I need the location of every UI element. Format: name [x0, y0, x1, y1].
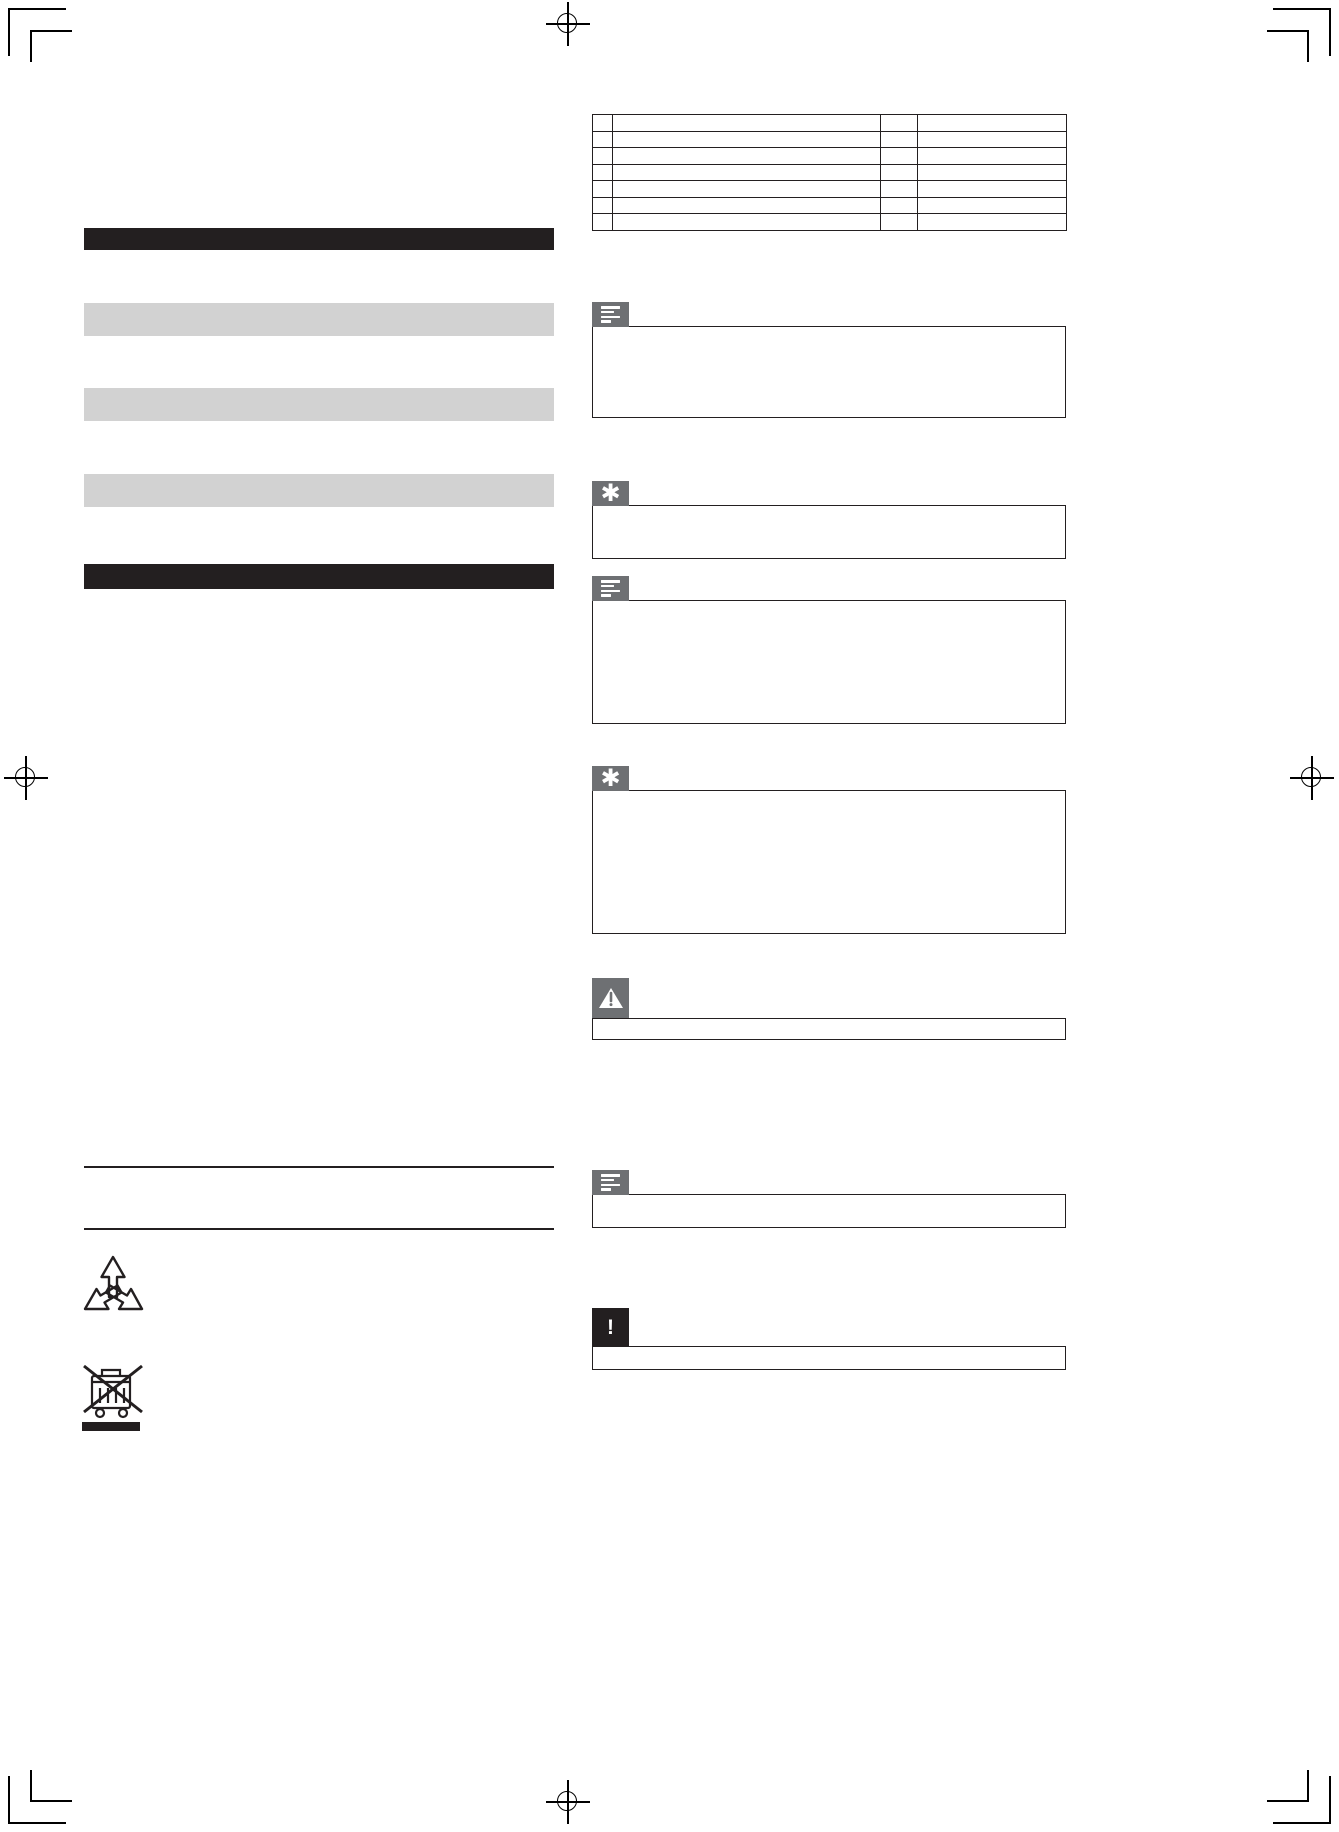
subsection-bar-2 — [84, 388, 554, 421]
note-box-4-body — [592, 790, 1066, 934]
subsection-bar-1 — [84, 303, 554, 336]
section-heading-bar-2 — [84, 564, 554, 589]
crop-mark-top-left-inner — [30, 30, 72, 62]
cell-value — [918, 197, 1067, 214]
warning-triangle-icon — [592, 978, 629, 1018]
cell-value — [918, 214, 1067, 231]
divider-rule-top — [84, 1166, 554, 1168]
warning-box — [592, 978, 1066, 1040]
caution-box-body — [592, 1346, 1066, 1370]
table-row — [593, 214, 1067, 231]
divider-rule-bottom — [84, 1228, 554, 1230]
cell-value — [918, 164, 1067, 181]
cell-qty — [881, 148, 918, 165]
caution-box — [592, 1308, 1066, 1370]
cell-qty — [881, 131, 918, 148]
weee-symbol — [76, 1360, 152, 1434]
note-lines-icon — [592, 576, 629, 601]
table-row — [593, 115, 1067, 132]
note-box-4 — [592, 763, 1066, 934]
cell-qty — [881, 197, 918, 214]
registration-mark-left — [4, 756, 48, 800]
cell-index — [593, 181, 613, 198]
table-row — [593, 197, 1067, 214]
table-row — [593, 181, 1067, 198]
registration-mark-top — [546, 2, 590, 46]
cell-index — [593, 115, 613, 132]
recycle-symbol-label — [150, 1252, 151, 1253]
table-row — [593, 131, 1067, 148]
registration-mark-right — [1290, 756, 1334, 800]
crop-mark-bottom-right-inner — [1267, 1770, 1309, 1802]
crop-mark-bottom-left-inner — [30, 1770, 72, 1802]
note-box-5 — [592, 1170, 1066, 1228]
note-lines-icon — [592, 1170, 629, 1195]
cell-index — [593, 131, 613, 148]
cell-index — [593, 197, 613, 214]
weee-symbol-label — [152, 1360, 153, 1361]
cell-qty — [881, 115, 918, 132]
cell-value — [918, 148, 1067, 165]
warning-box-body — [592, 1018, 1066, 1040]
cell-value — [918, 115, 1067, 132]
cell-description — [613, 181, 881, 198]
cell-description — [613, 148, 881, 165]
note-box-1 — [592, 302, 1066, 418]
cell-value — [918, 131, 1067, 148]
note-box-3-body — [592, 600, 1066, 724]
recycle-symbol — [76, 1252, 150, 1320]
cell-description — [613, 197, 881, 214]
subsection-bar-3 — [84, 474, 554, 507]
registration-mark-bottom — [546, 1780, 590, 1824]
cell-qty — [881, 181, 918, 198]
cell-description — [613, 164, 881, 181]
table-row — [593, 148, 1067, 165]
cell-value — [918, 181, 1067, 198]
cell-index — [593, 214, 613, 231]
note-box-2 — [592, 478, 1066, 559]
cell-index — [593, 164, 613, 181]
cell-qty — [881, 214, 918, 231]
exclamation-icon: ! — [592, 1308, 629, 1346]
crop-mark-top-right-inner — [1267, 30, 1309, 62]
note-box-5-body — [592, 1194, 1066, 1228]
section-heading-bar-1 — [84, 228, 554, 250]
table-row — [593, 164, 1067, 181]
cell-qty — [881, 164, 918, 181]
cell-description — [613, 115, 881, 132]
note-box-2-body — [592, 505, 1066, 559]
asterisk-icon: ✱ — [592, 766, 629, 791]
asterisk-icon: ✱ — [592, 481, 629, 506]
note-box-1-body — [592, 326, 1066, 418]
cell-description — [613, 131, 881, 148]
note-box-3 — [592, 576, 1066, 724]
note-lines-icon — [592, 302, 629, 327]
cell-description — [613, 214, 881, 231]
specification-table — [592, 114, 1067, 231]
cell-index — [593, 148, 613, 165]
